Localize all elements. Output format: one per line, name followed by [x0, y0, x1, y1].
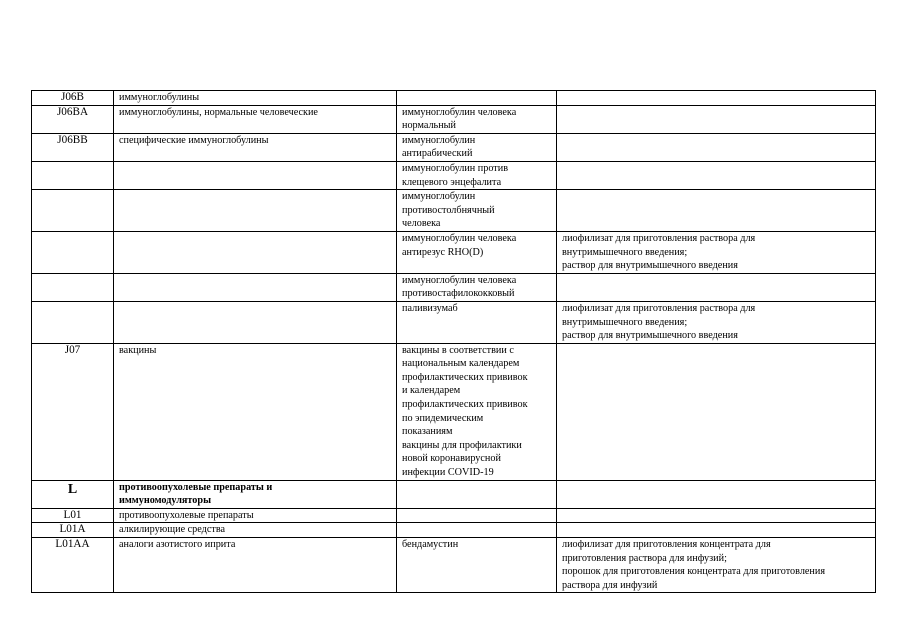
group-name-cell: [114, 273, 397, 301]
dosage-form-cell: [557, 190, 876, 232]
drug-name-cell: [397, 523, 557, 538]
dosage-form-cell: [557, 91, 876, 106]
group-name-cell: аналоги азотистого иприта: [114, 538, 397, 593]
drug-name-cell: иммуноглобулин человека нормальный: [397, 105, 557, 133]
group-name-cell: иммуноглобулины, нормальные человеческие: [114, 105, 397, 133]
group-name-cell: алкилирующие средства: [114, 523, 397, 538]
dosage-form-cell: лиофилизат для приготовления концентрата для приготовления раствора для инфузий; порошок для приготовления концентрата для приготовления раствора для инфузий: [557, 538, 876, 593]
table-row: [32, 343, 876, 480]
table-row: [32, 273, 876, 301]
table-row: [32, 161, 876, 189]
atc-code-cell: L01: [32, 508, 114, 523]
group-name-cell: иммуноглобулины: [114, 91, 397, 106]
dosage-form-cell: [557, 343, 876, 480]
drug-name-cell: иммуноглобулин антирабический: [397, 133, 557, 161]
atc-code-cell: [32, 273, 114, 301]
dosage-form-cell: лиофилизат для приготовления раствора для внутримышечного введения; раствор для внутримышечного введения: [557, 301, 876, 343]
drug-name-cell: [397, 508, 557, 523]
atc-code-cell: J06BA: [32, 105, 114, 133]
dosage-form-cell: [557, 133, 876, 161]
dosage-form-cell: [557, 105, 876, 133]
drug-name-cell: иммуноглобулин человека противостафилококковый: [397, 273, 557, 301]
table-row: [32, 91, 876, 106]
table-row: [32, 231, 876, 273]
drug-name-cell: паливизумаб: [397, 301, 557, 343]
group-name-cell: противоопухолевые препараты и иммуномодуляторы: [114, 480, 397, 508]
table-row: [32, 480, 876, 508]
table-row: [32, 523, 876, 538]
atc-code-cell: [32, 301, 114, 343]
drug-name-cell: иммуноглобулин противостолбнячный человека: [397, 190, 557, 232]
drug-name-cell: бендамустин: [397, 538, 557, 593]
group-name-cell: специфические иммуноглобулины: [114, 133, 397, 161]
dosage-form-cell: [557, 508, 876, 523]
table-row: [32, 190, 876, 232]
drug-classification-table: [31, 90, 876, 593]
drug-name-cell: иммуноглобулин против клещевого энцефалита: [397, 161, 557, 189]
atc-code-cell: L01AA: [32, 538, 114, 593]
group-name-cell: вакцины: [114, 343, 397, 480]
dosage-form-cell: [557, 161, 876, 189]
group-name-cell: [114, 190, 397, 232]
drug-name-cell: [397, 91, 557, 106]
atc-code-cell: J07: [32, 343, 114, 480]
atc-code-cell: [32, 190, 114, 232]
group-name-cell: противоопухолевые препараты: [114, 508, 397, 523]
dosage-form-cell: [557, 480, 876, 508]
dosage-form-cell: [557, 273, 876, 301]
table-row: [32, 508, 876, 523]
table-row: [32, 538, 876, 593]
dosage-form-cell: лиофилизат для приготовления раствора для внутримышечного введения; раствор для внутримышечного введения: [557, 231, 876, 273]
group-name-cell: [114, 231, 397, 273]
atc-code-cell: J06B: [32, 91, 114, 106]
dosage-form-cell: [557, 523, 876, 538]
atc-code-cell: L01A: [32, 523, 114, 538]
table-row: [32, 105, 876, 133]
atc-code-cell: [32, 161, 114, 189]
atc-code-cell: L: [32, 480, 114, 508]
table-row: [32, 301, 876, 343]
table-row: [32, 133, 876, 161]
atc-code-cell: J06BB: [32, 133, 114, 161]
group-name-cell: [114, 301, 397, 343]
drug-name-cell: иммуноглобулин человека антирезус RHO(D): [397, 231, 557, 273]
drug-name-cell: [397, 480, 557, 508]
group-name-cell: [114, 161, 397, 189]
atc-code-cell: [32, 231, 114, 273]
drug-name-cell: вакцины в соответствии с национальным календарем профилактических прививок и календарем профилактических прививок по эпидемическим показаниям вакцины для профилактики новой коронавирусной инфекции COVID-19: [397, 343, 557, 480]
